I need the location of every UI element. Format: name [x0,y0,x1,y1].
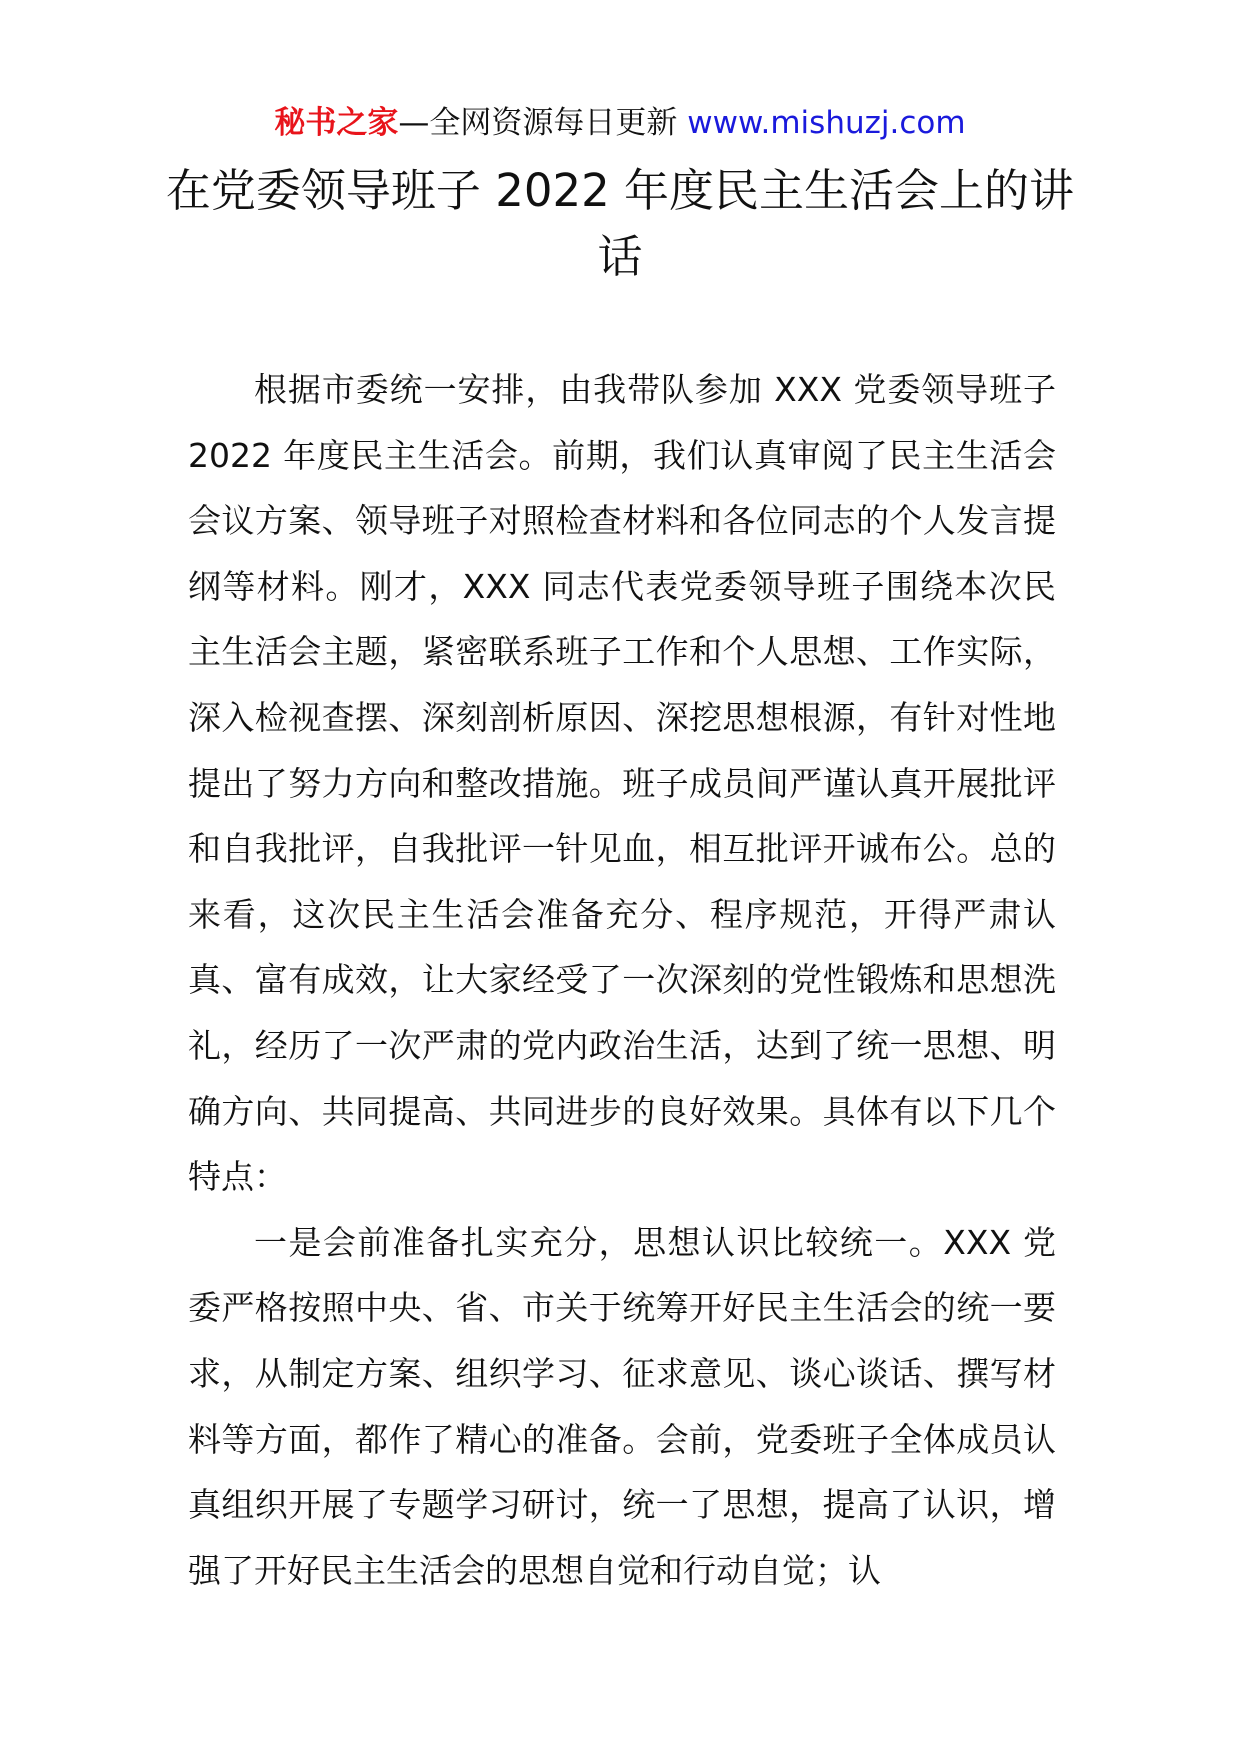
site-url-link[interactable]: www.mishuzj.com [687,105,966,141]
document-body [188,357,1056,1603]
site-slogan: —全网资源每日更新 [398,105,678,141]
site-name: 秘书之家 [274,105,399,141]
document-title: 在党委领导班子 2022 年度民主生活会上的讲话 [165,164,1075,283]
paragraph [188,357,1056,1210]
site-header [0,100,1240,146]
paragraph [188,1210,1056,1604]
paragraph-text: XXX 党委严格按照中央、省、市关于统筹开好民主生活会的统一要求，从制定方案、组织学习、征求意见、谈心谈话、撰写材料等方面，都作了精心的准备。会前，党委班子全体成员认真组织开展了专题学习研讨，统一了思想，提高了认识，增强了开好民主生活会的思想自觉和行动自觉；认 [188,1222,1057,1590]
paragraph-lead: 一是会前准备扎实充分，思想认识比较统一。 [254,1222,944,1262]
paragraph-text: 根据市委统一安排，由我带队参加 XXX 党委领导班子 2022 年度民主生活会。前期，我们认真审阅了民主生活会会议方案、领导班子对照检查材料和各位同志的个人发言提纲等材料。刚才，XXX 同志代表党委领导班子围绕本次民主生活会主题，紧密联系班子工作和个人思想、工作实际，深入检视查摆、深刻剖析原因、深挖思想根源，有针对性地提出了努力方向和整改措施。班子成员间严谨认真开展批评和自我批评，自我批评一针见血，相互批评开诚布公。总的来看，这次民主生活会准备充分、程序规范，开得严肃认真、富有成效，让大家经受了一次深刻的党性锻炼和思想洗礼，经历了一次严肃的党内政治生活，达到了统一思想、明确方向、共同提高、共同进步的良好效果。具体有以下几个特点： [188,370,1056,1197]
